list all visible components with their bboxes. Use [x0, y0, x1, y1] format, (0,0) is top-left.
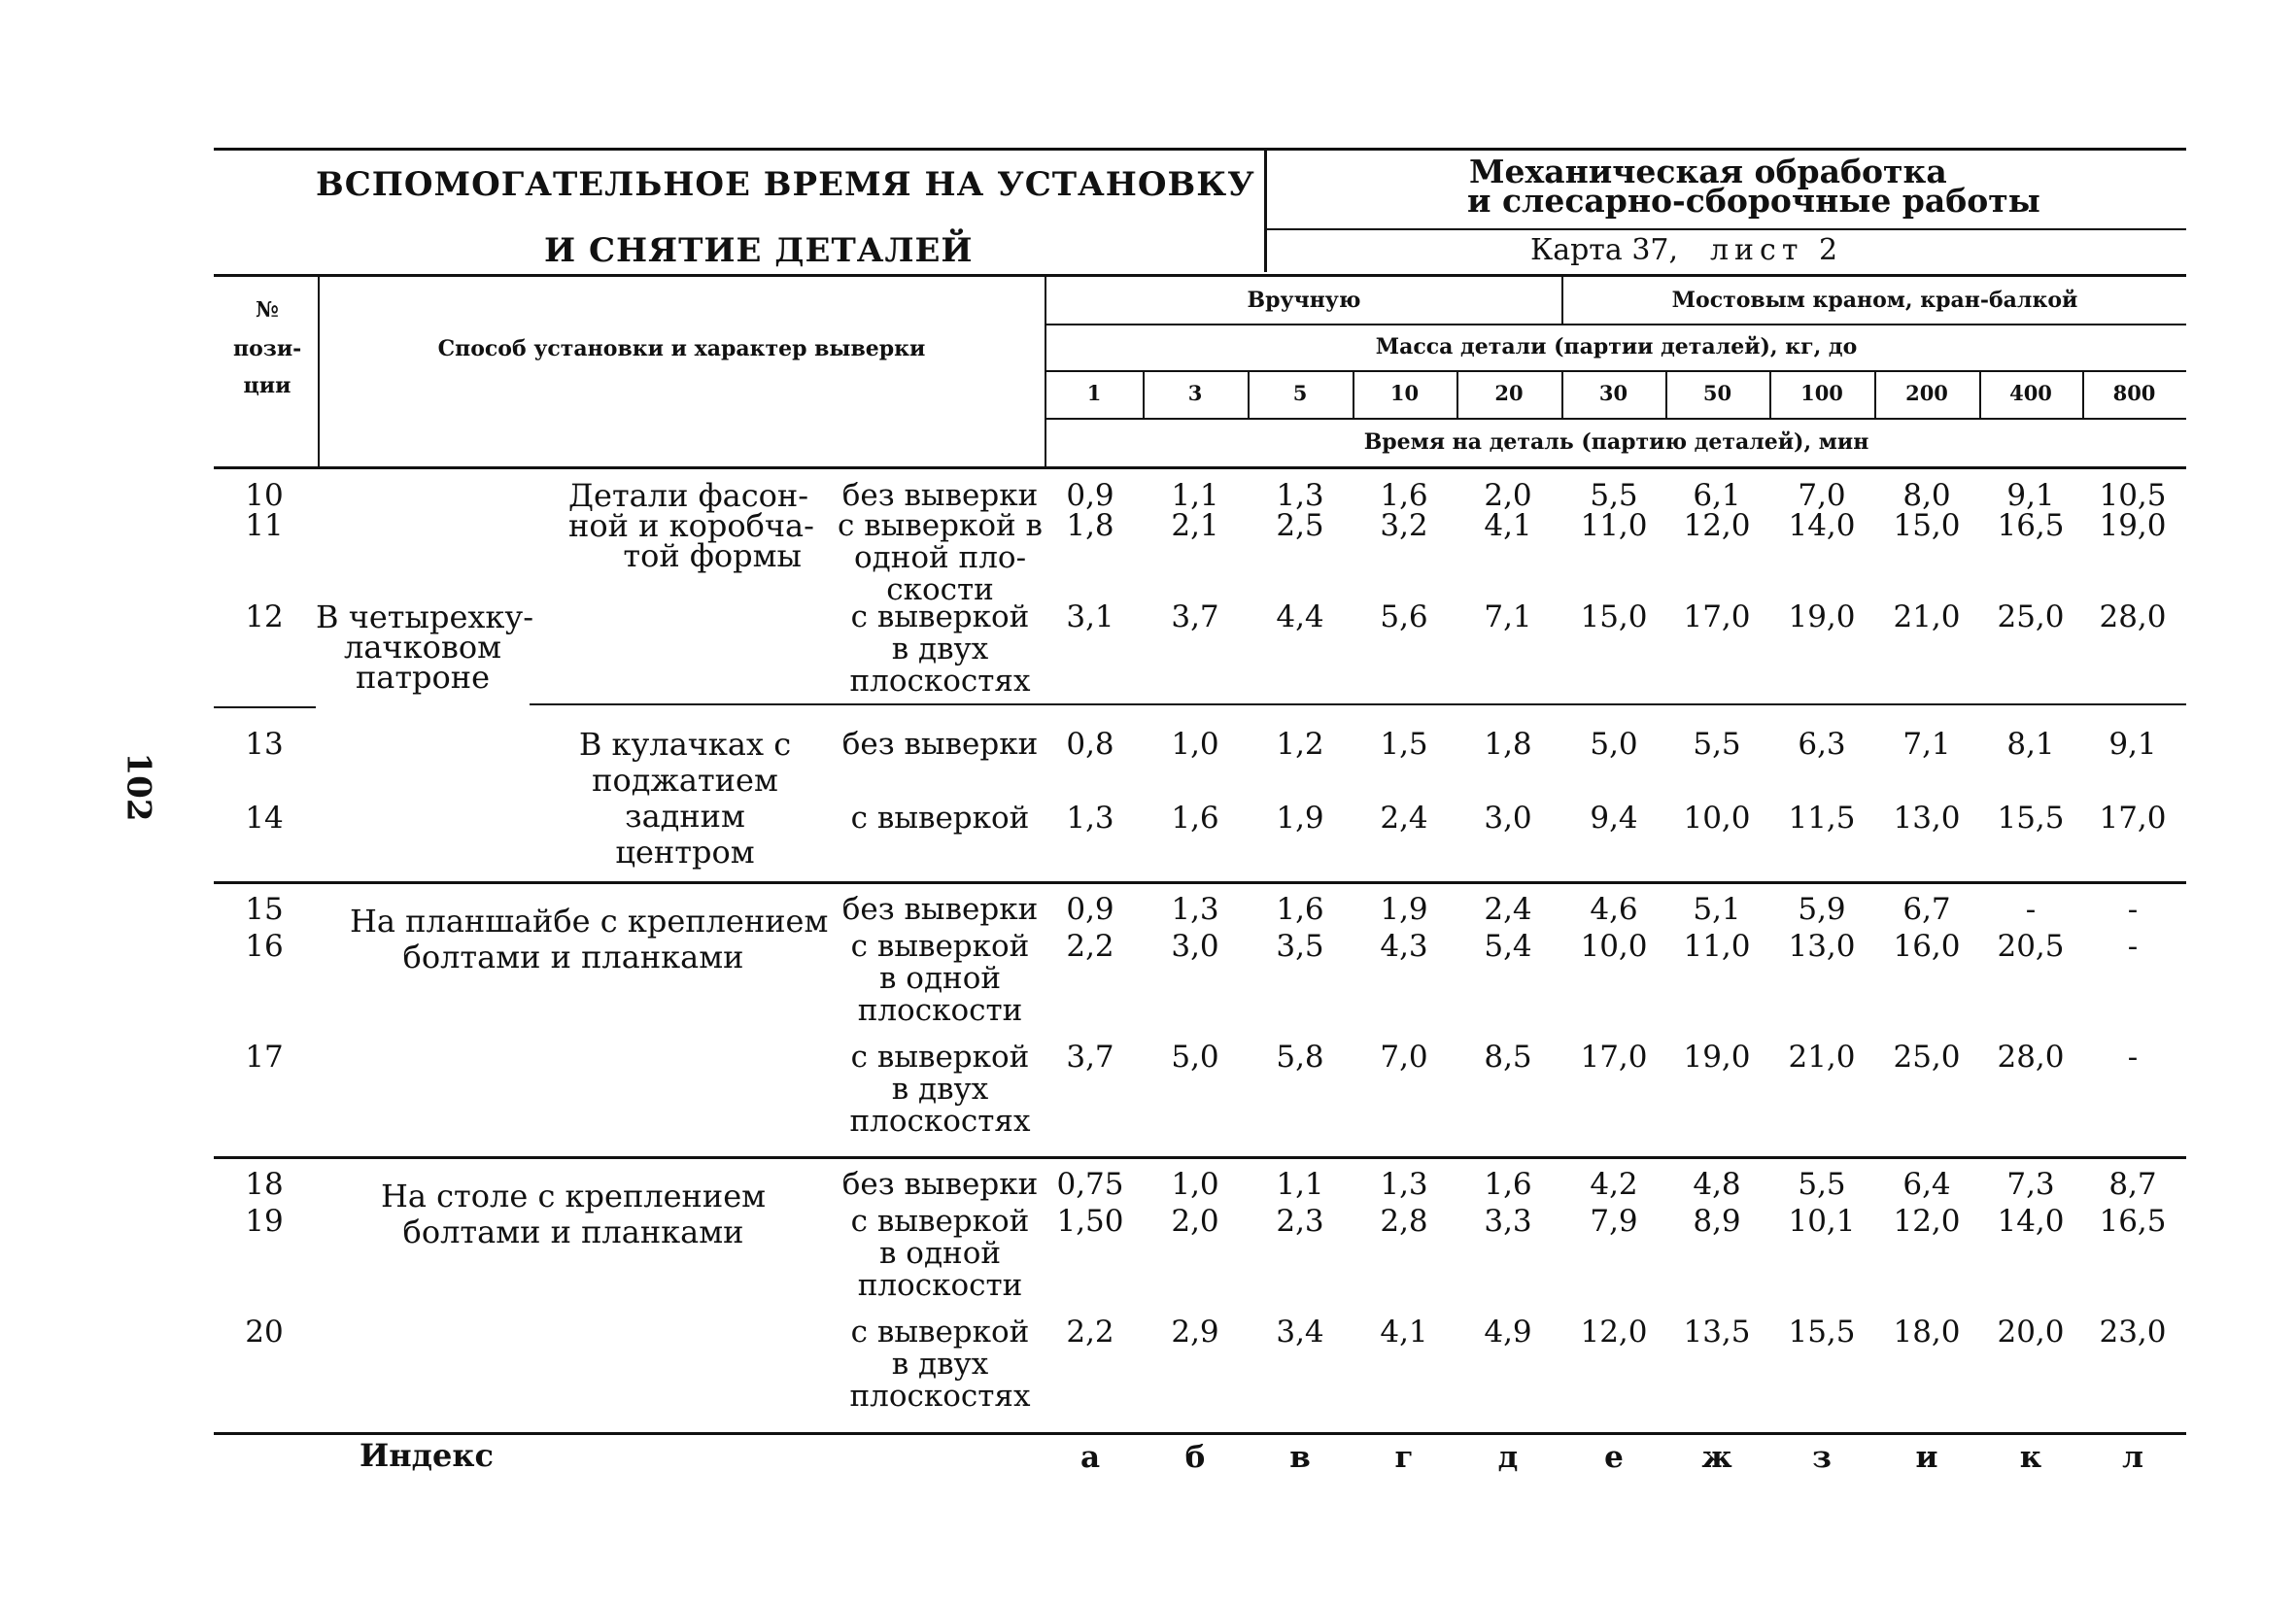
row-value: 8,7 [2108, 1167, 2157, 1202]
row-value: 2,4 [1380, 801, 1428, 836]
row-value: 4,6 [1590, 892, 1638, 927]
row-value: 0,75 [1056, 1167, 1124, 1202]
row-value: 7,3 [2006, 1167, 2055, 1202]
group3-name-line2: болтами и планками [402, 1214, 744, 1250]
row-value: 11,0 [1683, 929, 1751, 964]
index-letter: а [1079, 1440, 1101, 1475]
index-letter: к [2019, 1440, 2042, 1475]
mass-col-header: 200 [1905, 381, 1948, 405]
row-value: 1,0 [1171, 727, 1219, 762]
row-value: 5,5 [1798, 1167, 1846, 1202]
row-position: 15 [245, 892, 284, 927]
row-value: 6,7 [1902, 892, 1951, 927]
row-value: 11,0 [1580, 508, 1648, 543]
row-value: - [2127, 1040, 2139, 1075]
row-value: 6,1 [1693, 478, 1741, 513]
row-value: 5,0 [1171, 1040, 1219, 1075]
head-rule-2 [1045, 370, 2186, 372]
row-value: 1,9 [1380, 892, 1428, 927]
row-value: 6,3 [1798, 727, 1846, 762]
row-value: 14,0 [1997, 1204, 2065, 1239]
group1-sub1-line3: той формы [623, 537, 802, 574]
row-value: 7,0 [1380, 1040, 1428, 1075]
group1-sub2-line4: центром [615, 834, 755, 871]
mass-col-header: 1 [1086, 381, 1102, 405]
index-letter: е [1604, 1440, 1624, 1475]
row-value: 10,0 [1580, 929, 1648, 964]
row-value: 28,0 [1997, 1040, 2065, 1075]
row-value: 5,0 [1590, 727, 1638, 762]
row-mode [836, 892, 1045, 928]
row-value: 12,0 [1893, 1204, 1961, 1239]
row-position: 13 [245, 727, 284, 762]
row-value: 2,0 [1484, 478, 1532, 513]
row-value: 2,1 [1171, 508, 1219, 543]
group2-name-line2: болтами и планками [402, 939, 744, 975]
row-value: 10,0 [1683, 801, 1751, 836]
row-position: 17 [245, 1040, 284, 1075]
group-rule-2 [214, 881, 2186, 884]
index-letter: д [1497, 1440, 1519, 1475]
mass-col-divider [1874, 371, 1876, 418]
row-mode-line: плоскости [857, 1268, 1023, 1303]
row-value: 5,9 [1798, 892, 1846, 927]
row-position: 12 [245, 599, 284, 634]
row-mode-line: без выверки [841, 892, 1039, 927]
row-value: 21,0 [1893, 599, 1961, 634]
time-header: Время на деталь (партию деталей), мин [1363, 429, 1869, 455]
row-value: 17,0 [1683, 599, 1751, 634]
row-value: 14,0 [1788, 508, 1856, 543]
row-mode-line: в одной [878, 961, 1002, 996]
row-mode-line: плоскостях [849, 1104, 1031, 1139]
row-mode [836, 1315, 1045, 1415]
manual-header: Вручную [1247, 288, 1361, 313]
row-mode-line: с выверкой [850, 1315, 1030, 1350]
mass-col-divider [1769, 371, 1771, 418]
row-value: 2,9 [1171, 1315, 1219, 1350]
row-position: 14 [245, 801, 284, 836]
row-value: 1,1 [1171, 478, 1219, 513]
mass-col-header: 50 [1702, 381, 1732, 405]
row-value: 1,8 [1066, 508, 1114, 543]
head-rule-1 [1045, 324, 2186, 325]
row-value: - [2127, 929, 2139, 964]
page-title-line1: ВСПОМОГАТЕЛЬНОЕ ВРЕМЯ НА УСТАНОВКУ [316, 165, 1255, 204]
header-divider [1264, 148, 1267, 272]
head-pos-divider [318, 275, 320, 466]
group1-sub1-line1: Детали фасон- [568, 477, 809, 514]
row-value: 9,4 [1590, 801, 1638, 836]
row-mode [836, 929, 1045, 1029]
row-value: 8,1 [2006, 727, 2055, 762]
row-value: 1,3 [1276, 478, 1324, 513]
group1-sub1-line2: ной и коробча- [568, 507, 814, 544]
row-position: 16 [245, 929, 284, 964]
row-value: 3,0 [1484, 801, 1532, 836]
row-value: 21,0 [1788, 1040, 1856, 1075]
row-value: 15,5 [1997, 801, 2065, 836]
mass-col-divider [2082, 371, 2084, 418]
row-value: 16,0 [1893, 929, 1961, 964]
row-mode-line: с выверкой [850, 801, 1030, 836]
card-rule [1265, 228, 2186, 230]
group1-sub2-line3: задним [625, 798, 745, 835]
row-mode [836, 727, 1045, 763]
pos-header-3: ции [243, 373, 291, 398]
row-value: 25,0 [1893, 1040, 1961, 1075]
row-position: 10 [245, 478, 284, 513]
row-value: 3,2 [1380, 508, 1428, 543]
mass-col-divider [1561, 371, 1563, 418]
row-mode-line: в двух [891, 1347, 989, 1382]
row-mode-line: с выверкой [850, 599, 1030, 634]
mass-col-header: 10 [1389, 381, 1420, 405]
row-value: 7,1 [1902, 727, 1951, 762]
row-value: 5,5 [1590, 478, 1638, 513]
row-value: 1,0 [1171, 1167, 1219, 1202]
row-mode-line: с выверкой [850, 1040, 1030, 1075]
row-value: 4,1 [1484, 508, 1532, 543]
pos-header-2: пози- [233, 336, 302, 361]
row-mode-line: с выверкой в [838, 508, 1043, 543]
row-mode-line: плоскости [857, 993, 1023, 1028]
row-value: 13,0 [1788, 929, 1856, 964]
group1-name [316, 598, 534, 696]
row-mode-line: с выверкой [850, 1204, 1030, 1239]
mass-col-divider [1456, 371, 1458, 418]
row-value: 19,0 [1788, 599, 1856, 634]
mass-col-divider [1248, 371, 1250, 418]
mass-header: Масса детали (партии деталей), кг, до [1375, 334, 1858, 359]
index-letter: з [1812, 1440, 1832, 1475]
row-value: 1,9 [1276, 801, 1324, 836]
row-mode-line: скости [886, 572, 994, 607]
index-letter: ж [1701, 1440, 1732, 1475]
group1-name-line1: В четырехку- [316, 598, 534, 635]
mass-col-divider [1143, 371, 1145, 418]
row-value: 19,0 [2099, 508, 2167, 543]
mass-col-header: 5 [1292, 381, 1308, 405]
row-mode-line: без выверки [841, 478, 1039, 513]
row-mode-line: одной пло- [853, 540, 1027, 575]
row-mode-line: в двух [891, 632, 989, 667]
index-letter: б [1184, 1440, 1206, 1475]
row-value: 7,1 [1484, 599, 1532, 634]
mass-col-divider [1979, 371, 1981, 418]
index-letter: и [1915, 1440, 1938, 1475]
row-value: 15,5 [1788, 1315, 1856, 1350]
row-value: 1,6 [1484, 1167, 1532, 1202]
row-mode-line: с выверкой [850, 929, 1030, 964]
row-value: 1,3 [1171, 892, 1219, 927]
row-value: 8,9 [1693, 1204, 1741, 1239]
row-value: 9,1 [2108, 727, 2157, 762]
group1-name-line2: лачковом [344, 629, 501, 666]
mass-col-header: 800 [2112, 381, 2156, 405]
mass-col-header: 20 [1494, 381, 1524, 405]
row-value: 10,1 [1788, 1204, 1856, 1239]
row-value: 5,8 [1276, 1040, 1324, 1075]
row-value: 16,5 [1997, 508, 2065, 543]
row-value: 5,6 [1380, 599, 1428, 634]
mass-col-header: 3 [1187, 381, 1203, 405]
row-value: 3,7 [1171, 599, 1219, 634]
row-value: 7,0 [1798, 478, 1846, 513]
row-position: 19 [245, 1204, 284, 1239]
row-value: 0,9 [1066, 892, 1114, 927]
method-header: Способ установки и характер выверки [437, 336, 926, 361]
section-title-line1: Механическая обработка [1469, 153, 1947, 190]
crane-header: Мостовым краном, кран-балкой [1671, 288, 2078, 313]
mass-col-header: 100 [1800, 381, 1843, 405]
row-value: 15,0 [1893, 508, 1961, 543]
row-value: 1,5 [1380, 727, 1428, 762]
row-value: 17,0 [1580, 1040, 1648, 1075]
row-value: 2,5 [1276, 508, 1324, 543]
index-label: Индекс [360, 1437, 494, 1474]
head-rule-3 [1045, 418, 2186, 420]
row-value: 3,3 [1484, 1204, 1532, 1239]
group3-name-line1: На столе с креплением [380, 1178, 767, 1214]
row-value: 1,1 [1276, 1167, 1324, 1202]
row-position: 11 [245, 508, 284, 543]
row-value: 1,8 [1484, 727, 1532, 762]
row-value: 4,2 [1590, 1167, 1638, 1202]
row-value: 20,5 [1997, 929, 2065, 964]
row-mode-line: без выверки [841, 1167, 1039, 1202]
row-mode-line: без выверки [841, 727, 1039, 762]
group2-name [350, 903, 829, 975]
row-value: 1,6 [1276, 892, 1324, 927]
row-value: 8,0 [1902, 478, 1951, 513]
row-value: 3,5 [1276, 929, 1324, 964]
group2-name-line1: На планшайбе с креплением [350, 903, 829, 940]
row-value: 3,7 [1066, 1040, 1114, 1075]
row-position: 18 [245, 1167, 284, 1202]
row-mode [836, 1040, 1045, 1140]
row-value: 4,4 [1276, 599, 1324, 634]
row-value: 6,4 [1902, 1167, 1951, 1202]
row-mode [836, 1204, 1045, 1304]
group1-sub2-line2: поджатием [592, 762, 778, 799]
table-top-rule [214, 274, 2186, 277]
row-value: 5,4 [1484, 929, 1532, 964]
row-value: 0,8 [1066, 727, 1114, 762]
row-value: - [2127, 892, 2139, 927]
row-value: 12,0 [1683, 508, 1751, 543]
row-mode-line: плоскостях [849, 664, 1031, 699]
group3-name [369, 1179, 777, 1250]
index-letter: в [1289, 1440, 1311, 1475]
row-value: 2,4 [1484, 892, 1532, 927]
row-value: 9,1 [2006, 478, 2055, 513]
row-value: 0,9 [1066, 478, 1114, 513]
row-value: 13,5 [1683, 1315, 1751, 1350]
row-value: 4,1 [1380, 1315, 1428, 1350]
row-mode [836, 599, 1045, 700]
row-value: 28,0 [2099, 599, 2167, 634]
row-value: 2,3 [1276, 1204, 1324, 1239]
row-value: - [2025, 892, 2037, 927]
header-top-rule [214, 148, 2186, 151]
row-value: 8,5 [1484, 1040, 1532, 1075]
row-mode [836, 1167, 1045, 1203]
row-mode-line: плоскостях [849, 1379, 1031, 1414]
row-value: 17,0 [2099, 801, 2167, 836]
row-value: 1,3 [1066, 801, 1114, 836]
group1-name-line3: патроне [355, 659, 491, 696]
row-value: 3,4 [1276, 1315, 1324, 1350]
row-mode-line: в двух [891, 1072, 989, 1107]
row-value: 5,1 [1693, 892, 1741, 927]
row-position: 20 [245, 1315, 284, 1350]
row-value: 18,0 [1893, 1315, 1961, 1350]
row-mode [836, 801, 1045, 837]
row-value: 4,3 [1380, 929, 1428, 964]
row-value: 1,3 [1380, 1167, 1428, 1202]
row-value: 3,1 [1066, 599, 1114, 634]
mass-col-header: 400 [2009, 381, 2052, 405]
row-value: 10,5 [2099, 478, 2167, 513]
row-mode-line: в одной [878, 1236, 1002, 1271]
group1-partial-rule-left [214, 706, 316, 708]
row-value: 7,9 [1590, 1204, 1638, 1239]
section-title-line2: и слесарно-сборочные работы [1467, 182, 2040, 220]
mass-col-divider [1353, 371, 1354, 418]
row-value: 5,5 [1693, 727, 1741, 762]
row-value: 1,2 [1276, 727, 1324, 762]
mass-col-divider [1665, 371, 1667, 418]
row-value: 20,0 [1997, 1315, 2065, 1350]
row-value: 2,8 [1380, 1204, 1428, 1239]
index-letter: г [1394, 1440, 1414, 1475]
index-letter: л [2122, 1440, 2143, 1475]
row-value: 12,0 [1580, 1315, 1648, 1350]
row-value: 2,2 [1066, 1315, 1114, 1350]
pos-header-1: № [256, 297, 279, 323]
group1-partial-rule-right [530, 703, 2186, 705]
row-value: 16,5 [2099, 1204, 2167, 1239]
card-number: Карта 37, [1530, 233, 1679, 267]
row-mode [836, 508, 1045, 608]
row-value: 1,50 [1056, 1204, 1124, 1239]
group1-sub2 [564, 727, 806, 871]
row-value: 1,6 [1171, 801, 1219, 836]
row-value: 2,0 [1171, 1204, 1219, 1239]
row-value: 19,0 [1683, 1040, 1751, 1075]
row-value: 11,5 [1788, 801, 1856, 836]
mass-col-header: 30 [1598, 381, 1628, 405]
row-value: 1,6 [1380, 478, 1428, 513]
table-bottom-rule [214, 1432, 2186, 1435]
group1-sub2-line1: В кулачках с [578, 726, 792, 763]
row-value: 4,9 [1484, 1315, 1532, 1350]
group1-sub1 [568, 477, 814, 574]
group-rule-3 [214, 1156, 2186, 1159]
sheet-number: лист 2 [1710, 233, 1844, 267]
row-value: 15,0 [1580, 599, 1648, 634]
row-value: 13,0 [1893, 801, 1961, 836]
row-value: 23,0 [2099, 1315, 2167, 1350]
row-value: 25,0 [1997, 599, 2065, 634]
row-value: 3,0 [1171, 929, 1219, 964]
row-value: 4,8 [1693, 1167, 1741, 1202]
page-number: 102 [119, 752, 158, 822]
head-bottom-rule [214, 466, 2186, 469]
page-title-line2: И СНЯТИЕ ДЕТАЛЕЙ [544, 231, 974, 270]
row-value: 2,2 [1066, 929, 1114, 964]
